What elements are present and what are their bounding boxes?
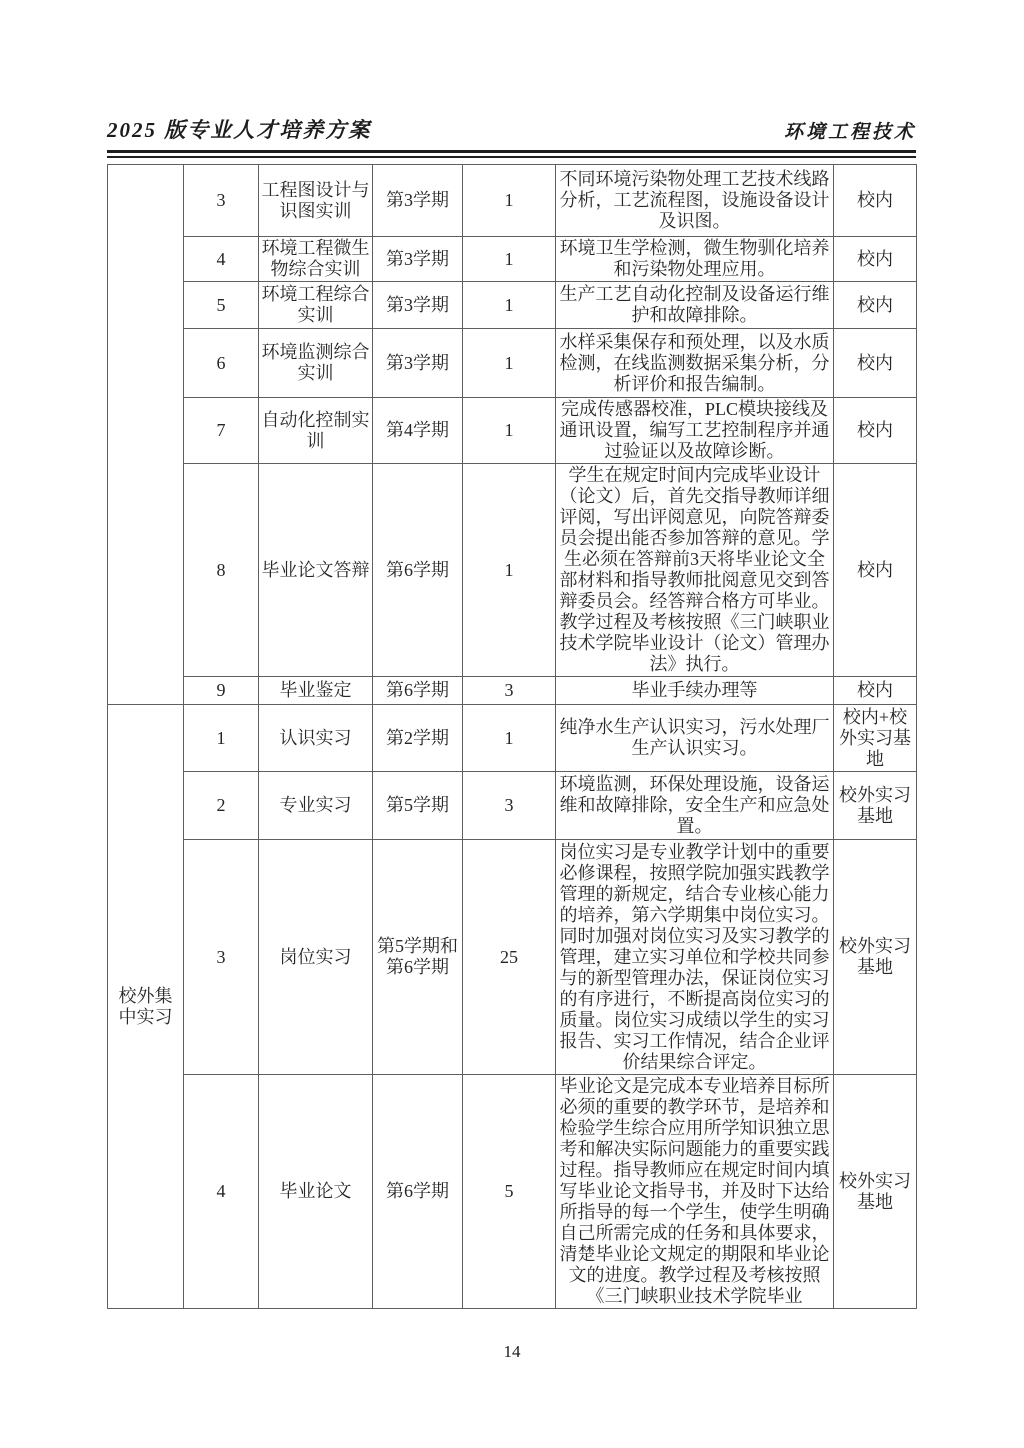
cell-semester: 第3学期	[373, 282, 463, 329]
table-row	[108, 282, 917, 329]
table-row	[108, 329, 917, 398]
cell-no: 2	[184, 772, 259, 840]
cell-credits: 3	[463, 677, 556, 705]
cell-semester: 第3学期	[373, 165, 463, 237]
cell-description: 不同环境污染物处理工艺技术线路分析，工艺流程图，设施设备设计及识图。	[556, 165, 834, 237]
cell-course-name: 专业实习	[259, 772, 373, 840]
cell-description: 学生在规定时间内完成毕业设计（论文）后，首先交指导教师详细评阅，写出评阅意见，向院答辩委员会提出能否参加答辩的意见。学生必须在答辩前3天将毕业论文全部材料和指导教师批阅意见交到答辩委员会。经答辩合格方可毕业。教学过程及考核按照《三门峡职业技术学院毕业设计（论文）管理办法》执行。	[556, 464, 834, 677]
cell-location: 校内	[834, 165, 917, 237]
cell-no: 8	[184, 464, 259, 677]
cell-description: 毕业手续办理等	[556, 677, 834, 705]
table-row	[108, 677, 917, 705]
cell-description: 毕业论文是完成本专业培养目标所必须的重要的教学环节，是培养和检验学生综合应用所学知识独立思考和解决实际问题能力的重要实践过程。指导教师应在规定时间内填写毕业论文指导书，并及时下达给所指导的每一个学生，使学生明确自己所需完成的任务和具体要求，清楚毕业论文规定的期限和毕业论文的进度。教学过程及考核按照《三门峡职业技术学院毕业	[556, 1075, 834, 1309]
table-row	[108, 398, 917, 464]
cell-semester: 第3学期	[373, 237, 463, 282]
cell-description: 岗位实习是专业教学计划中的重要必修课程，按照学院加强实践教学管理的新规定，结合专业核心能力的培养，第六学期集中岗位实习。同时加强对岗位实习及实习教学的管理，建立实习单位和学校共同参与的新型管理办法，保证岗位实习的有序进行，不断提高岗位实习的质量。岗位实习成绩以学生的实习报告、实习工作情况，结合企业评价结果综合评定。	[556, 840, 834, 1075]
cell-location: 校内	[834, 282, 917, 329]
cell-no: 3	[184, 840, 259, 1075]
cell-no: 4	[184, 1075, 259, 1309]
table-row	[108, 772, 917, 840]
cell-no: 4	[184, 237, 259, 282]
cell-location: 校内	[834, 398, 917, 464]
cell-group-label	[108, 165, 184, 705]
cell-course-name: 毕业论文	[259, 1075, 373, 1309]
cell-description: 水样采集保存和预处理，以及水质检测，在线监测数据采集分析，分析评价和报告编制。	[556, 329, 834, 398]
cell-semester: 第5学期和第6学期	[373, 840, 463, 1075]
cell-semester: 第5学期	[373, 772, 463, 840]
cell-credits: 3	[463, 772, 556, 840]
cell-location: 校外实习基地	[834, 840, 917, 1075]
table-row	[108, 237, 917, 282]
cell-location: 校外实习基地	[834, 772, 917, 840]
table-row	[108, 705, 917, 772]
table-row	[108, 165, 917, 237]
page-header	[107, 114, 916, 144]
cell-description: 纯净水生产认识实习，污水处理厂生产认识实习。	[556, 705, 834, 772]
cell-no: 7	[184, 398, 259, 464]
cell-description: 环境卫生学检测，微生物驯化培养和污染物处理应用。	[556, 237, 834, 282]
cell-no: 3	[184, 165, 259, 237]
cell-credits: 1	[463, 237, 556, 282]
cell-no: 1	[184, 705, 259, 772]
cell-credits: 1	[463, 329, 556, 398]
cell-location: 校内+校外实习基地	[834, 705, 917, 772]
cell-credits: 1	[463, 464, 556, 677]
cell-course-name: 自动化控制实训	[259, 398, 373, 464]
cell-description: 环境监测，环保处理设施，设备运维和故障排除，安全生产和应急处置。	[556, 772, 834, 840]
cell-semester: 第3学期	[373, 329, 463, 398]
cell-no: 6	[184, 329, 259, 398]
cell-course-name: 毕业鉴定	[259, 677, 373, 705]
cell-course-name: 环境工程微生物综合实训	[259, 237, 373, 282]
cell-credits: 1	[463, 705, 556, 772]
cell-semester: 第6学期	[373, 1075, 463, 1309]
cell-no: 9	[184, 677, 259, 705]
cell-course-name: 工程图设计与识图实训	[259, 165, 373, 237]
cell-location: 校内	[834, 237, 917, 282]
cell-semester: 第6学期	[373, 677, 463, 705]
cell-location: 校内	[834, 464, 917, 677]
cell-location: 校内	[834, 677, 917, 705]
cell-description: 生产工艺自动化控制及设备运行维护和故障排除。	[556, 282, 834, 329]
cell-location: 校外实习基地	[834, 1075, 917, 1309]
page-number: 14	[503, 1342, 521, 1361]
header-double-rule	[107, 150, 916, 158]
cell-no: 5	[184, 282, 259, 329]
header-right-title: 环境工程技术	[783, 122, 916, 143]
cell-location: 校内	[834, 329, 917, 398]
cell-credits: 1	[463, 282, 556, 329]
cell-course-name: 环境工程综合实训	[259, 282, 373, 329]
cell-semester: 第6学期	[373, 464, 463, 677]
table-row	[108, 840, 917, 1075]
header-left-title: 2025 版专业人才培养方案	[107, 118, 372, 142]
cell-semester: 第4学期	[373, 398, 463, 464]
cell-credits: 5	[463, 1075, 556, 1309]
cell-course-name: 毕业论文答辩	[259, 464, 373, 677]
practical-training-table	[107, 164, 917, 1309]
cell-credits: 25	[463, 840, 556, 1075]
cell-credits: 1	[463, 398, 556, 464]
cell-group-label: 校外集中实习	[108, 705, 184, 1309]
cell-semester: 第2学期	[373, 705, 463, 772]
cell-description: 完成传感器校准，PLC模块接线及通讯设置，编写工艺控制程序并通过验证以及故障诊断。	[556, 398, 834, 464]
cell-course-name: 岗位实习	[259, 840, 373, 1075]
table-row	[108, 1075, 917, 1309]
table-row	[108, 464, 917, 677]
cell-course-name: 认识实习	[259, 705, 373, 772]
cell-course-name: 环境监测综合实训	[259, 329, 373, 398]
cell-credits: 1	[463, 165, 556, 237]
